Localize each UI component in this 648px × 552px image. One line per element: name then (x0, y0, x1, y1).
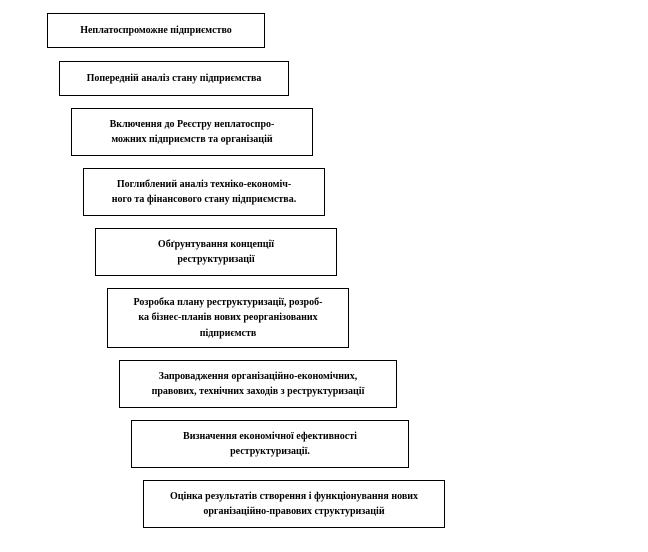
step-measures-implementation (119, 360, 397, 408)
step-deep-analysis (83, 168, 325, 216)
step-insolvent-enterprise (47, 13, 265, 48)
step-plan-development (107, 288, 349, 348)
step-label: Поглиблений аналіз техніко-економіч- ного та фінансового стану підприємства. (111, 178, 297, 205)
step-results-evaluation (143, 480, 445, 528)
step-label: Запровадження організаційно-економічних, правових, технічних заходів з реструктуризації (151, 370, 365, 397)
step-concept-justification (95, 228, 337, 276)
step-label: Попередній аналіз стану підприємства (86, 72, 262, 84)
step-label: Розробка плану реструктуризації, розроб- ка бізнес-планів нових реорганізованих підприємств (133, 296, 323, 339)
step-label: Оцінка результатів створення і функціонування нових організаційно-правових структуризацій (169, 490, 419, 517)
step-efficiency-determination (131, 420, 409, 468)
step-label: Визначення економічної ефективності реструктуризації. (183, 430, 357, 457)
step-label: Включення до Реєстру неплатоспро- можних підприємств та організацій (109, 118, 275, 145)
step-register-inclusion (71, 108, 313, 156)
step-label: Неплатоспроможне підприємство (80, 24, 232, 36)
step-preliminary-analysis (59, 61, 289, 96)
step-label: Обґрунтування концепції реструктуризації (157, 238, 275, 265)
